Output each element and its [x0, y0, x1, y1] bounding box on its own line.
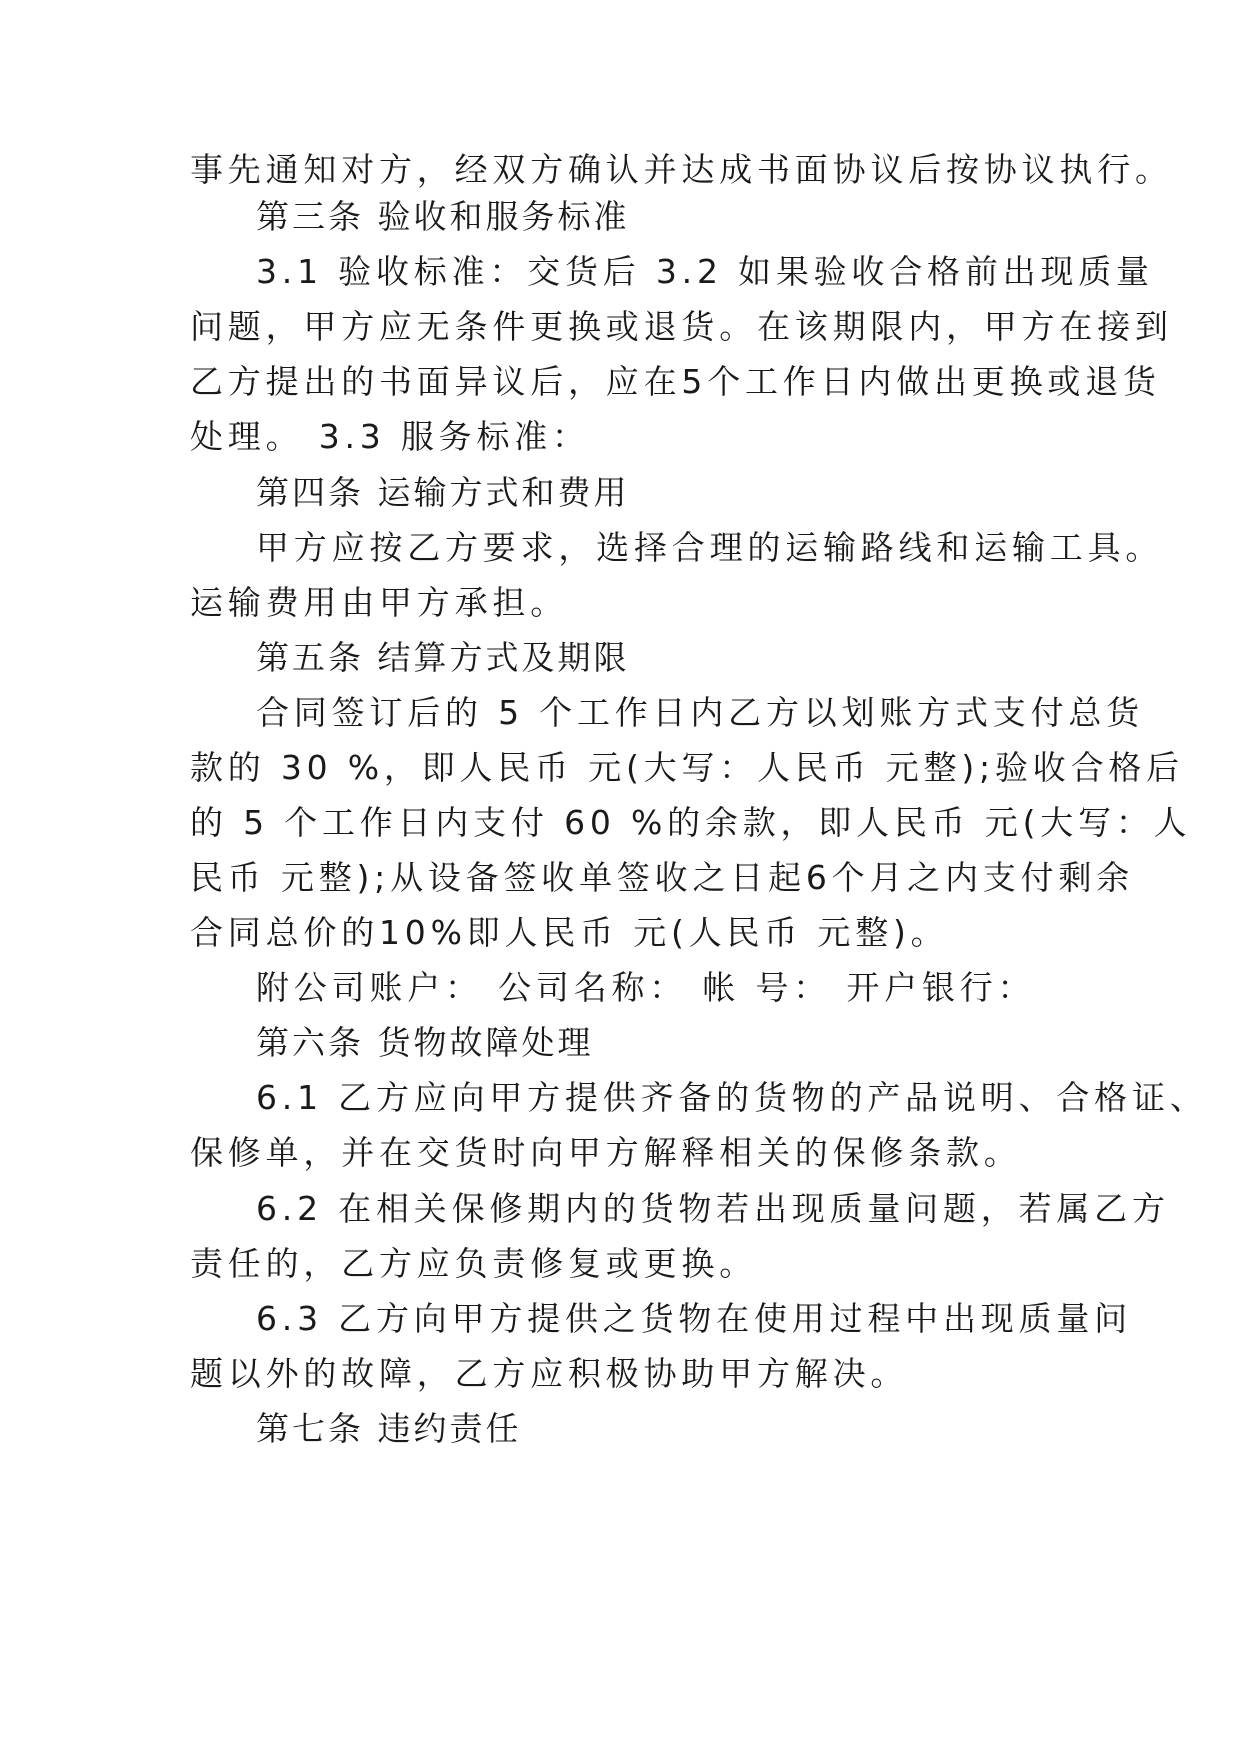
section-heading-4: 第四条 运输方式和费用	[256, 473, 630, 512]
paragraph-line: 3.1 验收标准：交货后 3.2 如果验收合格前出现质量	[256, 252, 1154, 291]
paragraph-line: 乙方提出的书面异议后，应在5个工作日内做出更换或退货	[190, 362, 1161, 401]
paragraph-line: 甲方应按乙方要求，选择合理的运输路线和运输工具。	[256, 528, 1164, 567]
paragraph-line: 民币 元整);从设备签收单签收之日起6个月之内支付剩余	[190, 858, 1135, 897]
paragraph-line: 责任的，乙方应负责修复或更换。	[190, 1244, 757, 1283]
paragraph-line: 处理。 3.3 服务标准：	[190, 417, 590, 456]
section-heading-5: 第五条 结算方式及期限	[256, 638, 630, 677]
paragraph-line: 事先通知对方，经双方确认并达成书面协议后按协议执行。	[190, 150, 1173, 189]
paragraph-line: 款的 30 %，即人民币 元(大写：人民币 元整);验收合格后	[190, 748, 1184, 787]
section-heading-7: 第七条 违约责任	[256, 1409, 522, 1448]
paragraph-line: 6.2 在相关保修期内的货物若出现质量问题，若属乙方	[256, 1189, 1170, 1228]
paragraph-line: 合同签订后的 5 个工作日内乙方以划账方式支付总货	[256, 693, 1144, 732]
paragraph-line: 合同总价的10%即人民币 元(人民币 元整)。	[190, 913, 949, 952]
paragraph-line: 的 5 个工作日内支付 60 %的余款，即人民币 元(大写：人	[190, 803, 1192, 842]
paragraph-line: 保修单，并在交货时向甲方解释相关的保修条款。	[190, 1133, 1022, 1172]
paragraph-line: 问题，甲方应无条件更换或退货。在该期限内，甲方在接到	[190, 307, 1173, 346]
section-heading-6: 第六条 货物故障处理	[256, 1023, 594, 1062]
paragraph-line: 6.1 乙方应向甲方提供齐备的货物的产品说明、合格证、	[256, 1078, 1208, 1117]
paragraph-line: 题以外的故障，乙方应积极协助甲方解决。	[190, 1354, 909, 1393]
paragraph-line: 运输费用由甲方承担。	[190, 583, 568, 622]
paragraph-line: 6.3 乙方向甲方提供之货物在使用过程中出现质量问	[256, 1299, 1132, 1338]
section-heading-3: 第三条 验收和服务标准	[256, 197, 630, 236]
company-account-line: 附公司账户： 公司名称： 帐 号： 开户银行：	[256, 968, 1036, 1007]
